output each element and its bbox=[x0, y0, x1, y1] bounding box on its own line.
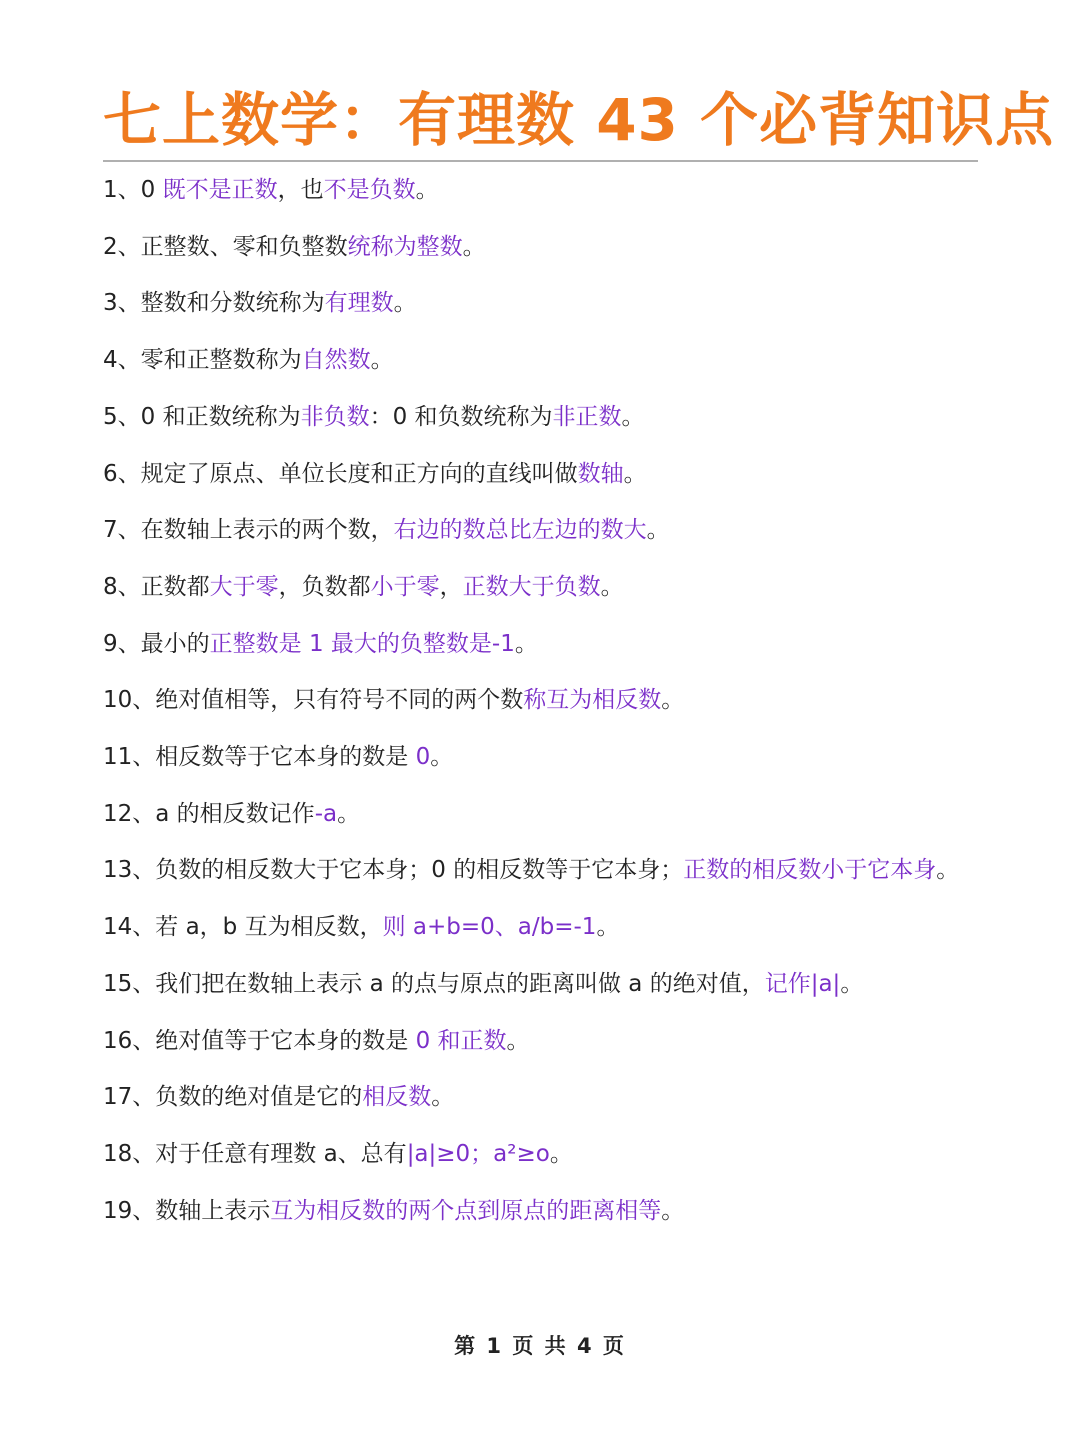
item-text: 。 bbox=[393, 290, 417, 317]
item-text: ，负数都 bbox=[278, 573, 371, 600]
item-text: 数轴上表示 bbox=[155, 1197, 271, 1224]
item-text: 相反数等于它本身的数是 bbox=[155, 744, 416, 771]
knowledge-point-item bbox=[103, 332, 983, 389]
knowledge-point-item bbox=[103, 956, 983, 1013]
knowledge-point-item bbox=[103, 162, 983, 219]
highlighted-text: 互为相反数的两个点到原点的距离相等 bbox=[270, 1197, 662, 1224]
highlighted-text: 自然数 bbox=[301, 347, 371, 374]
knowledge-point-item bbox=[103, 672, 983, 729]
item-text: 。 bbox=[661, 687, 685, 714]
item-text: ：0 和负数统称为 bbox=[369, 403, 553, 430]
knowledge-point-item bbox=[103, 1183, 983, 1240]
highlighted-text: 正数的相反数小于它本身 bbox=[683, 857, 937, 884]
item-text: 。 bbox=[646, 517, 670, 544]
item-number: 8、 bbox=[103, 573, 141, 600]
page-title: 七上数学：有理数 43 个必背知识点 bbox=[103, 86, 1055, 154]
knowledge-point-item bbox=[103, 1013, 983, 1070]
knowledge-point-item bbox=[103, 899, 983, 956]
item-text: 对于任意有理数 a、总有 bbox=[155, 1140, 407, 1167]
highlighted-text: 0 bbox=[415, 744, 431, 771]
highlighted-text: 有理数 bbox=[324, 290, 394, 317]
item-text: 。 bbox=[506, 1027, 530, 1054]
item-text: 规定了原点、单位长度和正方向的直线叫做 bbox=[140, 460, 578, 487]
highlighted-text: 记作|a| bbox=[764, 970, 841, 997]
item-text: 若 a，b 互为相反数， bbox=[155, 914, 383, 941]
item-text: 绝对值等于它本身的数是 bbox=[155, 1027, 416, 1054]
knowledge-point-item bbox=[103, 616, 983, 673]
knowledge-point-item bbox=[103, 559, 983, 616]
knowledge-point-item bbox=[103, 446, 983, 503]
item-number: 13、 bbox=[103, 857, 156, 884]
highlighted-text: 数轴 bbox=[577, 460, 624, 487]
knowledge-point-item bbox=[103, 729, 983, 786]
item-text: 。 bbox=[370, 347, 394, 374]
item-text: ，也 bbox=[277, 177, 324, 203]
item-text: 。 bbox=[600, 573, 624, 600]
highlighted-text: 大于零 bbox=[209, 573, 279, 600]
highlighted-text: 统称为整数 bbox=[347, 233, 463, 260]
item-number: 11、 bbox=[103, 744, 156, 771]
item-number: 19、 bbox=[103, 1197, 156, 1224]
knowledge-point-item bbox=[103, 1126, 983, 1183]
item-text: 。 bbox=[549, 1140, 573, 1167]
highlighted-text: 正数大于负数 bbox=[462, 573, 601, 600]
item-text: a 的相反数记作 bbox=[155, 800, 315, 827]
item-text: 。 bbox=[661, 1197, 685, 1224]
knowledge-point-item bbox=[103, 842, 979, 899]
highlighted-text: 称互为相反数 bbox=[523, 687, 662, 714]
knowledge-point-item bbox=[103, 219, 983, 276]
item-text: 0 和正数统称为 bbox=[140, 403, 301, 430]
item-number: 16、 bbox=[103, 1027, 156, 1054]
item-text: 零和正整数称为 bbox=[140, 347, 302, 374]
item-text: 。 bbox=[936, 857, 960, 884]
item-text: 绝对值相等，只有符号不同的两个数 bbox=[155, 687, 524, 714]
item-number: 4、 bbox=[103, 347, 141, 374]
highlighted-text: 右边的数总比左边的数大 bbox=[393, 517, 647, 544]
knowledge-point-item bbox=[103, 786, 983, 843]
knowledge-point-item bbox=[103, 389, 983, 446]
knowledge-point-list bbox=[103, 162, 983, 1239]
highlighted-text: 0 和正数 bbox=[415, 1027, 507, 1054]
highlighted-text: 小于零 bbox=[370, 573, 440, 600]
item-text: 。 bbox=[415, 177, 439, 203]
item-text: 在数轴上表示的两个数， bbox=[140, 517, 394, 544]
item-number: 14、 bbox=[103, 914, 156, 941]
item-text: 正整数、零和负整数 bbox=[140, 233, 348, 260]
highlighted-text: 正整数是 1 最大的负整数是-1 bbox=[209, 630, 515, 657]
highlighted-text: 不是负数 bbox=[323, 177, 416, 203]
highlighted-text: |a|≥0；a²≥o bbox=[406, 1140, 550, 1167]
highlighted-text: 则 a+b=0、a/b=-1 bbox=[382, 914, 597, 941]
item-text: 0 bbox=[140, 177, 163, 203]
knowledge-point-item bbox=[103, 275, 983, 332]
item-number: 7、 bbox=[103, 517, 141, 544]
item-text: 。 bbox=[621, 403, 645, 430]
item-text: 最小的 bbox=[140, 630, 210, 657]
item-text: 。 bbox=[431, 1084, 455, 1111]
highlighted-text: 既不是正数 bbox=[162, 177, 278, 203]
item-number: 9、 bbox=[103, 630, 141, 657]
item-text: 正数都 bbox=[140, 573, 210, 600]
item-text: 。 bbox=[623, 460, 647, 487]
item-number: 1、 bbox=[103, 177, 141, 203]
item-text: 我们把在数轴上表示 a 的点与原点的距离叫做 a 的绝对值， bbox=[155, 970, 765, 997]
item-text: 整数和分数统称为 bbox=[140, 290, 325, 317]
highlighted-text: 非负数 bbox=[300, 403, 370, 430]
item-text: 。 bbox=[596, 914, 620, 941]
knowledge-point-item bbox=[103, 502, 983, 559]
item-number: 6、 bbox=[103, 460, 141, 487]
item-number: 17、 bbox=[103, 1084, 156, 1111]
item-text: 。 bbox=[840, 970, 864, 997]
highlighted-text: -a bbox=[314, 800, 338, 827]
item-text: 。 bbox=[430, 744, 454, 771]
item-text: 。 bbox=[514, 630, 538, 657]
item-number: 12、 bbox=[103, 800, 156, 827]
item-text: ， bbox=[439, 573, 463, 600]
highlighted-text: 相反数 bbox=[362, 1084, 432, 1111]
item-number: 5、 bbox=[103, 403, 141, 430]
item-text: 。 bbox=[462, 233, 486, 260]
item-text: 。 bbox=[337, 800, 361, 827]
item-text: 负数的相反数大于它本身；0 的相反数等于它本身； bbox=[155, 857, 684, 884]
item-text: 负数的绝对值是它的 bbox=[155, 1084, 363, 1111]
item-number: 10、 bbox=[103, 687, 156, 714]
page-number-footer: 第 1 页 共 4 页 bbox=[454, 1334, 626, 1358]
item-number: 15、 bbox=[103, 970, 156, 997]
item-number: 3、 bbox=[103, 290, 141, 317]
highlighted-text: 非正数 bbox=[552, 403, 622, 430]
knowledge-point-item bbox=[103, 1069, 983, 1126]
item-number: 2、 bbox=[103, 233, 141, 260]
item-number: 18、 bbox=[103, 1140, 156, 1167]
